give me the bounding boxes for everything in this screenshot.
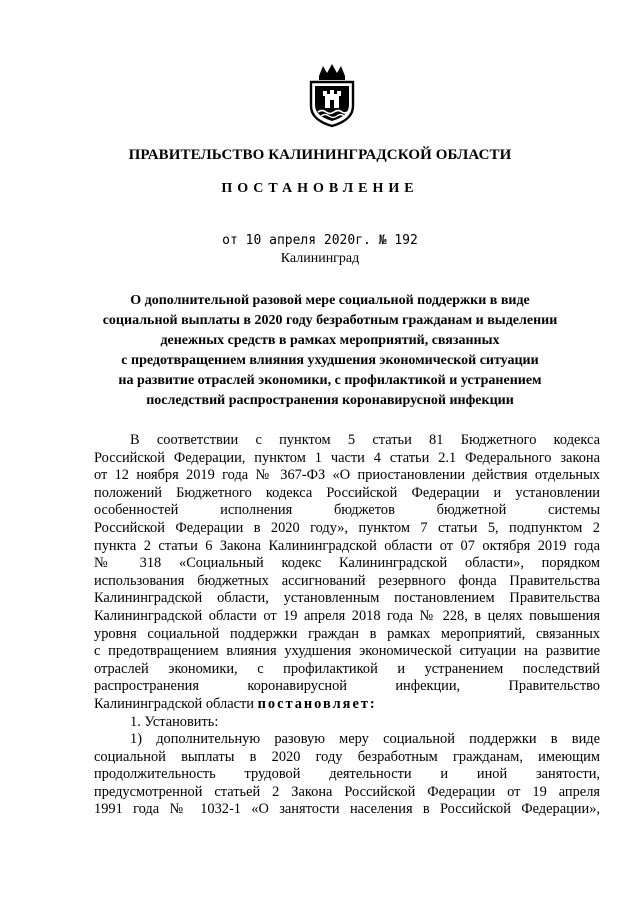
- body-line: Калининградской области от 19 апреля 2018 года № 228, в целях повышения: [94, 607, 600, 624]
- document-title: [80, 291, 580, 411]
- title-line: на развитие отраслей экономики, с профилактикой и устранением: [118, 373, 542, 388]
- body-line: Калининградской области, установленным постановлением Правительства: [94, 590, 600, 607]
- document-body: [94, 432, 600, 819]
- city: Калининград: [280, 251, 360, 266]
- body-line: с предотвращением влияния ухудшения экономической ситуации на развитие: [94, 643, 600, 660]
- body-line: распространения коронавирусной инфекции, Правительство: [94, 678, 600, 695]
- date-prefix: от: [222, 233, 238, 248]
- decree-verb: постановляет:: [257, 695, 377, 712]
- body-line: Российской Федерации в 2020 году», пунктом 7 статьи 5, подпунктом 2: [94, 519, 600, 536]
- title-line: денежных средств в рамках мероприятий, связанных: [160, 333, 500, 348]
- decree-line: [94, 696, 600, 714]
- subitem-line: предусмотренной статьей 2 Закона Российской Федерации от 19 апреля: [94, 783, 600, 800]
- body-line: В соответствии с пунктом 5 статьи 81 Бюджетного кодекса: [130, 432, 600, 448]
- body-line: Российской Федерации, пунктом 1 части 4 статьи 2.1 Федерального закона: [94, 449, 600, 466]
- body-line: отраслей экономики, с профилактикой и устранением последствий: [94, 660, 600, 677]
- title-line: социальной выплаты в 2020 году безработным гражданам и выделении: [102, 313, 558, 328]
- body-line: особенностей исполнения бюджетов бюджетной системы: [94, 502, 600, 519]
- document-type: ПОСТАНОВЛЕНИЕ: [221, 181, 419, 196]
- subitem-line: продолжительность трудовой деятельности и иной занятости,: [94, 766, 600, 783]
- item-1: 1. Установить:: [130, 713, 219, 730]
- body-line: использования бюджетных ассигнований резервного фонда Правительства: [94, 572, 600, 589]
- subitem-line: 1991 года № 1032-1 «О занятости населения в Российской Федерации»,: [94, 801, 600, 818]
- number-sign: №: [378, 233, 387, 248]
- document-date: 10 апреля 2020г.: [245, 233, 371, 248]
- date-line: [0, 233, 640, 248]
- body-line: от 12 ноября 2019 года № 367-ФЗ «О приостановлении действия отдельных: [94, 467, 600, 484]
- body-line: пункта 2 статьи 6 Закона Калининградской области от 07 октября 2019 года: [94, 537, 600, 554]
- coat-of-arms-icon: [305, 62, 359, 128]
- title-line: последствий распространения коронавирусной инфекции: [146, 393, 514, 408]
- subitem-line: социальной выплаты в 2020 году безработным гражданам, имеющим: [94, 748, 600, 765]
- body-line: № 318 «Социальный кодекс Калининградской области», порядком: [94, 555, 600, 572]
- title-line: с предотвращением влияния ухудшения экономической ситуации: [121, 353, 539, 368]
- document-number: 192: [394, 233, 418, 248]
- title-line: О дополнительной разовой мере социальной поддержки в виде: [130, 293, 530, 308]
- body-line: положений Бюджетного кодекса Российской Федерации и установлении: [94, 484, 600, 501]
- government-title: ПРАВИТЕЛЬСТВО КАЛИНИНГРАДСКОЙ ОБЛАСТИ: [128, 147, 512, 163]
- decree-line-start: Калининградской области: [94, 695, 254, 712]
- body-line: уровня социальной поддержки граждан в рамках мероприятий, связанных: [94, 625, 600, 642]
- subitem-line: 1) дополнительную разовую меру социальной поддержки в виде: [130, 731, 600, 748]
